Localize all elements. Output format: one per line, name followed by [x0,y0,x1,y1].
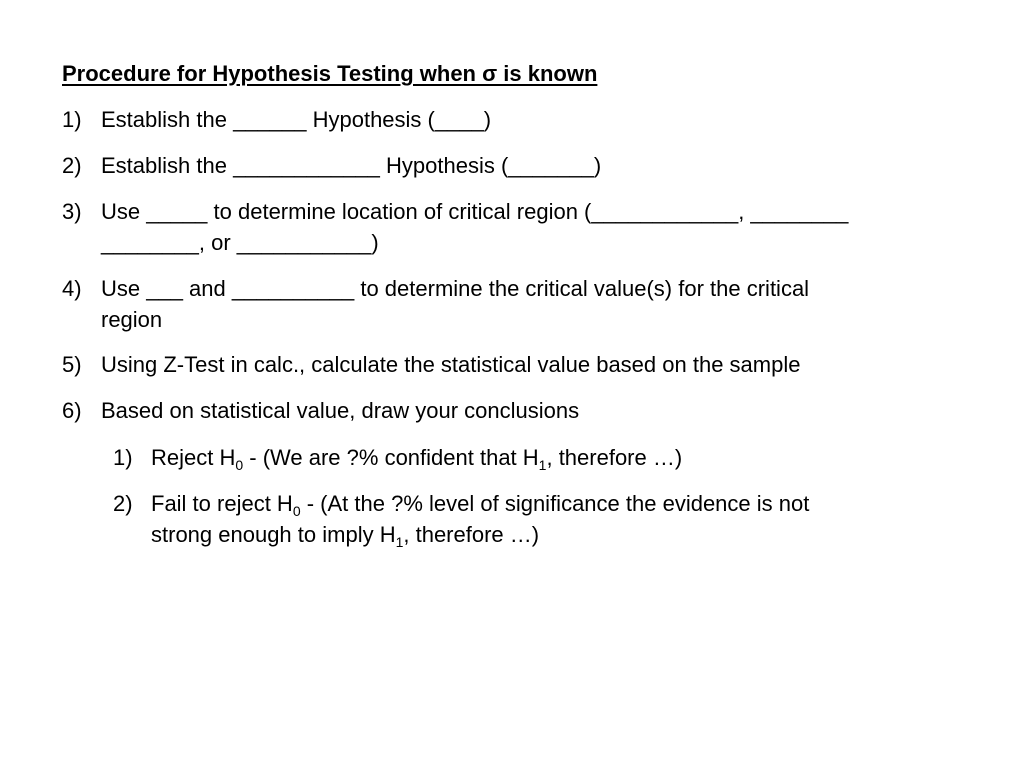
step-number: 3) [62,199,82,224]
subscript-1: 1 [395,534,404,550]
subscript-0: 0 [235,457,244,473]
substep-text [151,442,682,473]
substep-text-line-1 [151,488,809,519]
step-text-line-1: Use _____ to determine location of critical region (____________, ________ [101,199,849,224]
substep-text-part: strong enough to imply H [151,522,396,547]
step-text-line-1: Use ___ and __________ to determine the critical value(s) for the critical [101,276,810,301]
step-number: 1) [62,107,82,132]
substep-text-part: , therefore …) [546,445,683,470]
subscript-0: 0 [292,503,301,519]
step-text-line-2: region [101,307,163,332]
substep-text-part: Fail to reject H [151,491,293,516]
step-text: Based on statistical value, draw your conclusions [101,398,580,423]
step-number: 4) [62,276,82,301]
step-number: 5) [62,352,82,377]
substep-text-part: - (At the ?% level of significance the evidence is not [300,491,810,516]
step-text: Using Z-Test in calc., calculate the statistical value based on the sample [101,352,801,377]
substep-text-part: - (We are ?% confident that H [243,445,539,470]
substep-number: 1) [113,445,133,470]
substep-text-part: Reject H [151,445,236,470]
step-text-line-2: ________, or ___________) [101,230,379,255]
substep-text-part: , therefore …) [403,522,540,547]
slide-title: Procedure for Hypothesis Testing when σ is known [62,61,598,86]
step-number: 6) [62,398,82,423]
step-text: Establish the ______ Hypothesis (____) [101,107,492,132]
substep-number: 2) [113,491,133,516]
step-text: Establish the ____________ Hypothesis (_______) [101,153,602,178]
substep-text-line-2 [151,519,539,550]
subscript-1: 1 [538,457,547,473]
step-number: 2) [62,153,82,178]
